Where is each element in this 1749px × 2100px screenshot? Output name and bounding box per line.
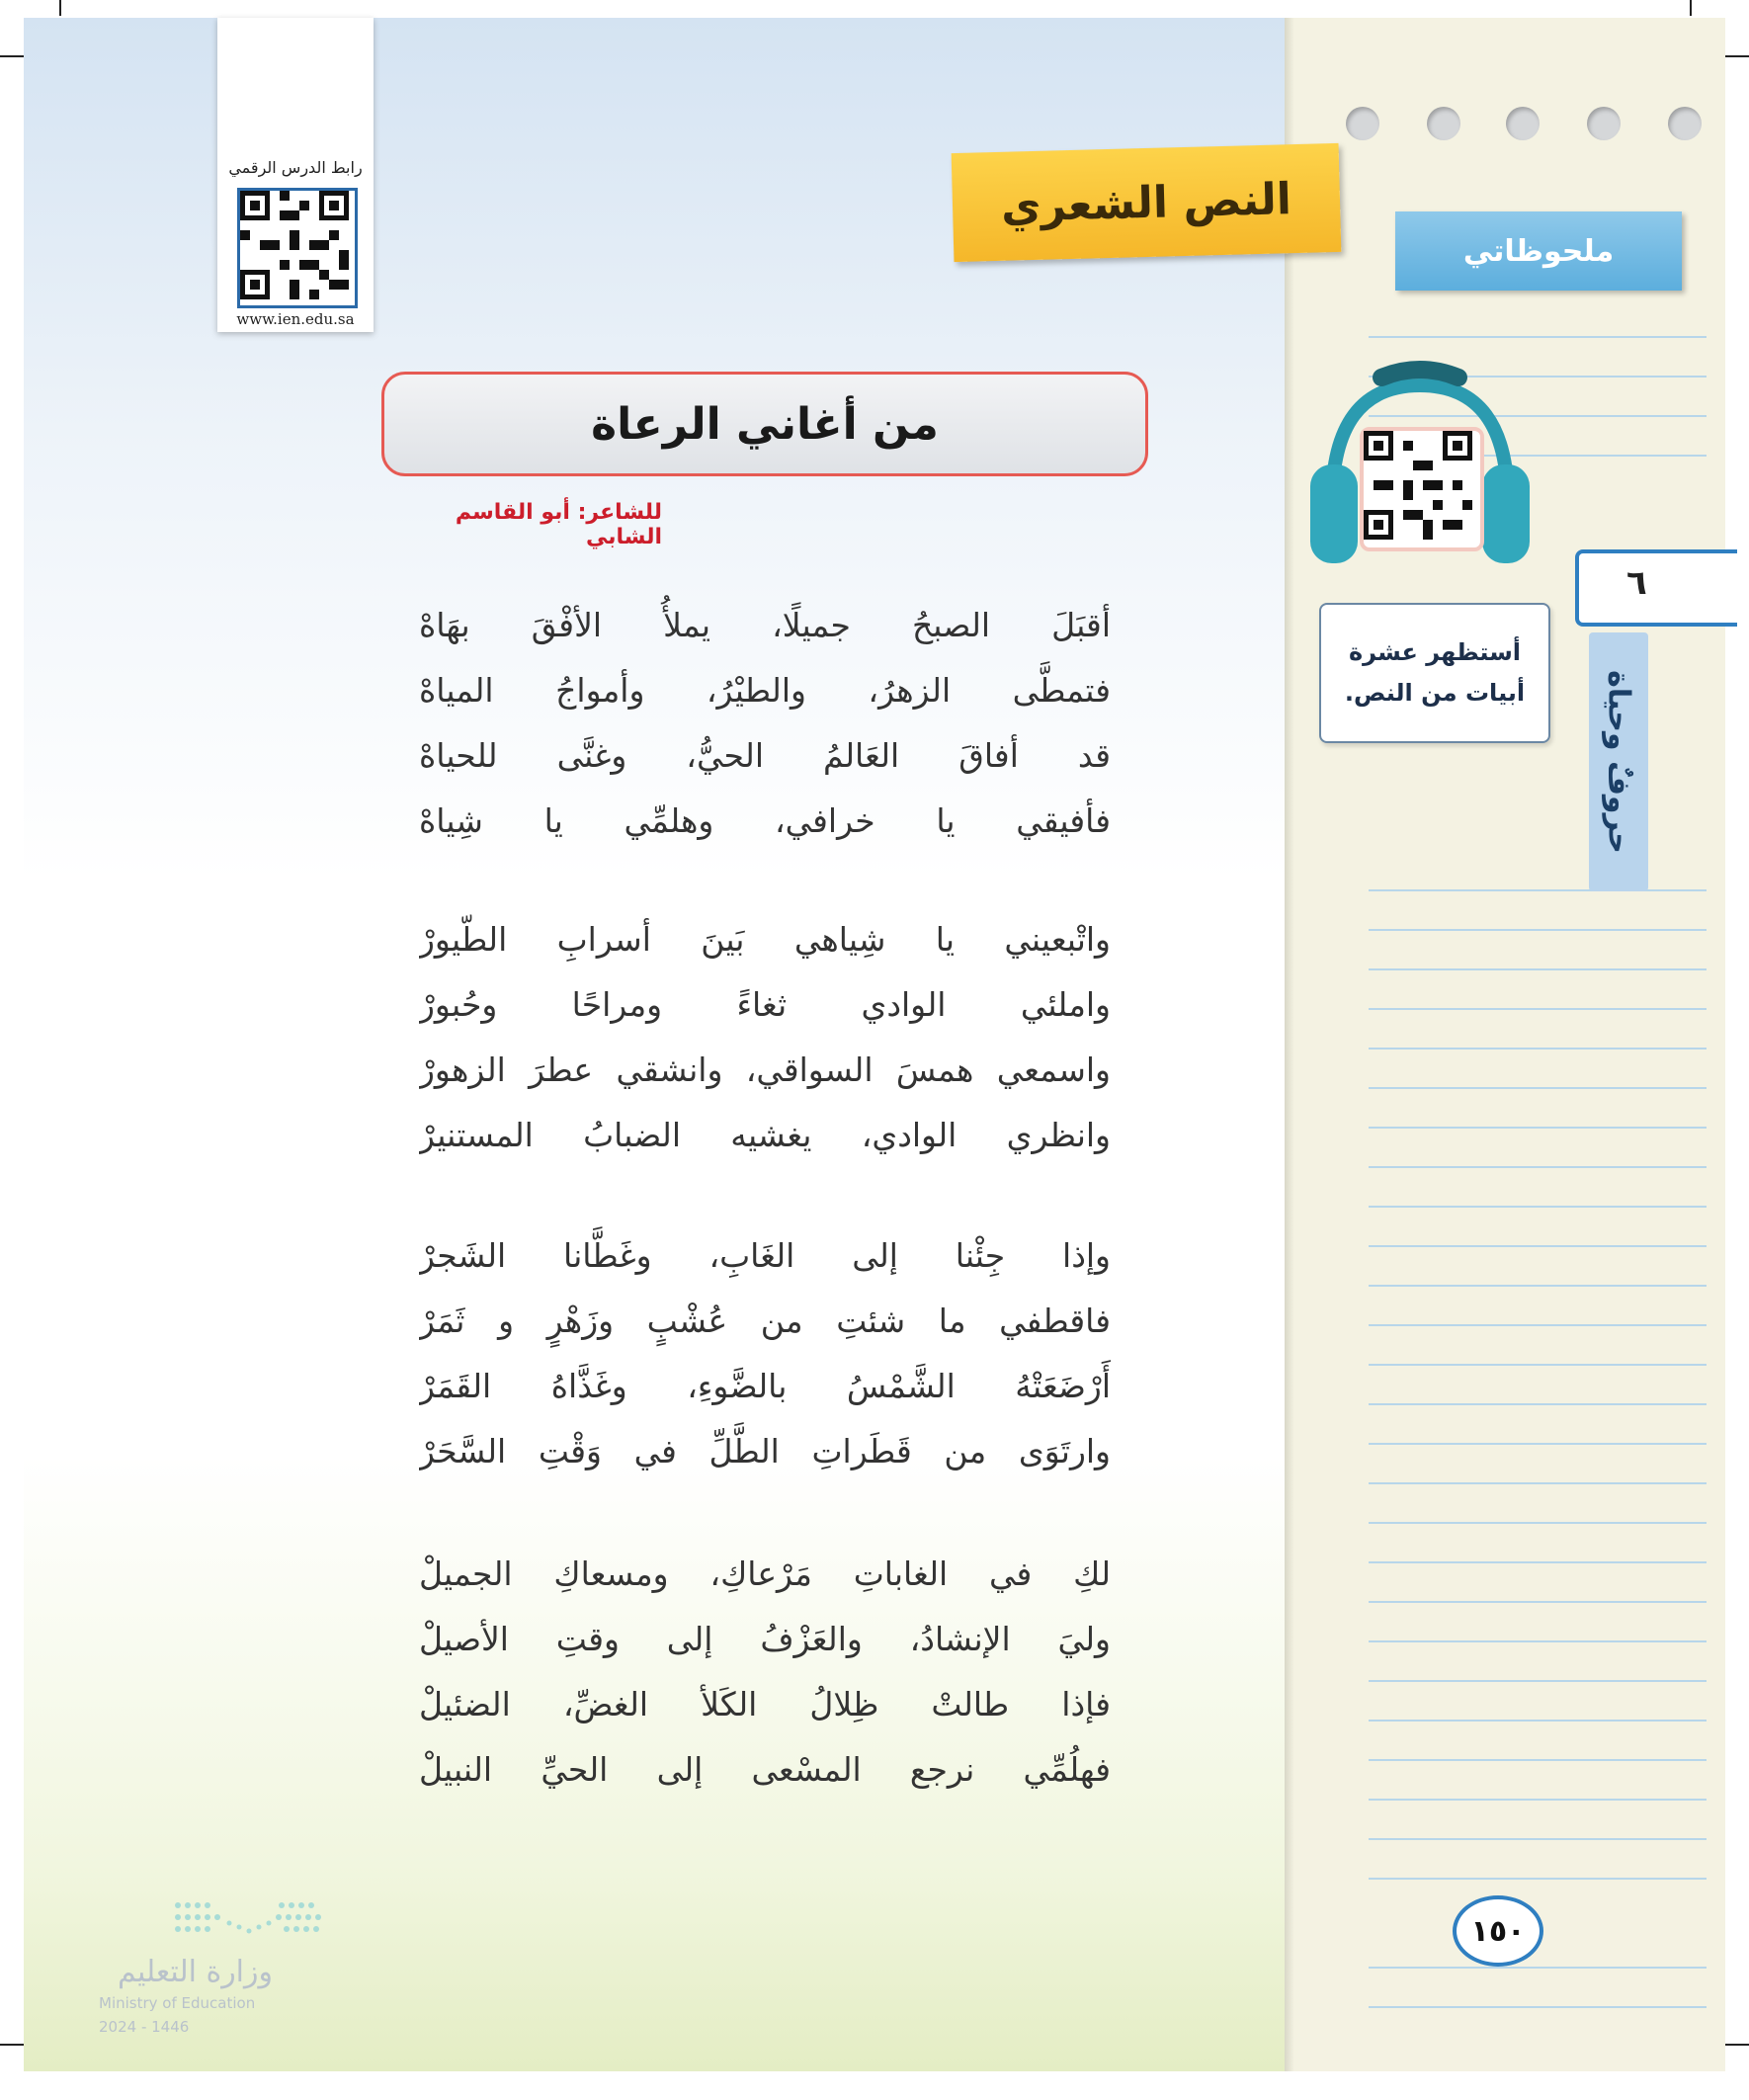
- ruled-line: [1369, 889, 1707, 891]
- ruled-line: [1369, 2006, 1707, 2008]
- memorize-tip: [1319, 603, 1550, 743]
- poem-line: وليَ الإنشادُ، والعَزْفُ إلى وقتِ الأصيلْ: [419, 1620, 1111, 1658]
- poem-line: فإذا طالتْ ظِلالُ الكَلأ الغضِّ، الضئيلْ: [419, 1685, 1111, 1723]
- ring-hole: [1668, 107, 1702, 140]
- ruled-line: [1369, 1640, 1707, 1642]
- section-label: النص الشعري: [952, 143, 1342, 262]
- ruled-line: [1369, 968, 1707, 970]
- poem-line: وانظري الوادي، يغشيه الضبابُ المستنيرْ: [419, 1116, 1111, 1154]
- poem-stanza: [419, 1223, 1111, 1484]
- ruled-line: [1369, 1443, 1707, 1445]
- ring-hole: [1587, 107, 1621, 140]
- poem-line: وارتَوَى من قَطَراتِ الطَّلِّ في وَقْتِ السَّحَرْ: [419, 1432, 1111, 1470]
- tip-line: أستظهر عشرة: [1348, 638, 1522, 667]
- ruled-line: [1369, 1364, 1707, 1366]
- ministry-name-arabic: وزارة التعليم: [117, 1955, 273, 1989]
- ruled-line: [1369, 1967, 1707, 1969]
- ministry-logo-icon: [168, 1895, 326, 1943]
- lesson-number-tab: [1575, 549, 1737, 627]
- digital-lesson-url[interactable]: www.ien.edu.sa: [236, 310, 355, 328]
- poem-line: أقبَلَ الصبحُ جميلًا، يملأُ الأفْقَ بهَاهْ: [419, 606, 1111, 644]
- ruled-line: [1369, 1087, 1707, 1089]
- ruled-line: [1369, 1601, 1707, 1603]
- edition-year: 2024 - 1446: [99, 2018, 190, 2036]
- ruled-line: [1369, 1561, 1707, 1563]
- poem-stanza: [419, 593, 1111, 854]
- poem-line: فتمطَّى الزهرُ، والطيْرُ، وأمواجُ المياهْ: [419, 671, 1111, 710]
- poem-line: وإذا جِئْنا إلى الغَابِ، وغَطَّانا الشَجرْ: [419, 1236, 1111, 1275]
- ruled-line: [1369, 1878, 1707, 1880]
- poem-line: واملئي الوادي ثغاءً ومراحًا وحُبورْ: [419, 985, 1111, 1024]
- poem-line: واسمعي همسَ السواقي، وانشقي عطرَ الزهورْ: [419, 1050, 1111, 1089]
- ruled-line: [1369, 1008, 1707, 1010]
- ruled-line: [1369, 336, 1707, 338]
- poem-line: أَرْضَعَتْهُ الشَّمْسُ بالضَّوءِ، وغَذَّاهُ القَمَرْ: [419, 1367, 1111, 1405]
- qr-code-icon[interactable]: [237, 188, 358, 308]
- ruled-line: [1369, 1838, 1707, 1840]
- ruled-line: [1369, 1680, 1707, 1682]
- ruled-line: [1369, 1759, 1707, 1761]
- ring-hole: [1506, 107, 1540, 140]
- ministry-name-english: Ministry of Education: [99, 1994, 256, 2012]
- poem-line: لكِ في الغاباتِ مَرْعاكِ، ومسعاكِ الجميلْ: [419, 1554, 1111, 1593]
- poem-stanza: [419, 907, 1111, 1168]
- ruled-line: [1369, 1245, 1707, 1247]
- poem-line: فهلُمِّي نرجع المسْعى إلى الحيِّ النبيلْ: [419, 1750, 1111, 1789]
- ruled-line: [1369, 1482, 1707, 1484]
- ring-hole: [1427, 107, 1460, 140]
- qr-caption: رابط الدرس الرقمي: [228, 158, 363, 177]
- lesson-number: ٦: [1626, 563, 1647, 603]
- crop-mark: [1690, 0, 1692, 16]
- ruled-line: [1369, 1127, 1707, 1129]
- page-number: ١٥٠: [1453, 1895, 1543, 1967]
- poem-line: فأفيقي يا خرافي، وهلمِّي يا شِياهْ: [419, 801, 1111, 840]
- ruled-line: [1369, 1206, 1707, 1208]
- audio-qr-code-icon[interactable]: [1360, 427, 1484, 551]
- notes-tab: ملحوظاتي: [1395, 211, 1682, 291]
- unit-tag: [1589, 632, 1648, 891]
- ruled-line: [1369, 1324, 1707, 1326]
- notes-panel-edge: [1285, 18, 1294, 2071]
- ruled-line: [1369, 1166, 1707, 1168]
- ruled-line: [1369, 1799, 1707, 1801]
- poem-line: قد أفاقَ العَالمُ الحيُّ، وغنَّى للحياهْ: [419, 736, 1111, 775]
- crop-mark: [59, 0, 61, 16]
- ruled-line: [1369, 1048, 1707, 1050]
- poem-title: من أغاني الرعاة: [381, 372, 1148, 476]
- unit-tag-label: حروفٌ وحياة: [1601, 670, 1636, 854]
- poet-name: للشاعر: أبو القاسم الشابي: [455, 500, 662, 549]
- ring-hole: [1346, 107, 1379, 140]
- tip-line: أبيات من النص.: [1344, 679, 1526, 707]
- ruled-line: [1369, 1522, 1707, 1524]
- ruled-line: [1369, 929, 1707, 931]
- notes-panel: [1291, 18, 1725, 2071]
- ruled-line: [1369, 1720, 1707, 1722]
- ruled-line: [1369, 1285, 1707, 1287]
- poem-stanza: [419, 1542, 1111, 1803]
- digital-lesson-card[interactable]: [217, 18, 374, 332]
- poem-line: فاقطفي ما شئتِ من عُشْبٍ وزَهْرٍ و ثَمَرْ: [419, 1302, 1111, 1340]
- poem-line: واتْبعيني يا شِياهي بَينَ أسرابِ الطّيورْ: [419, 920, 1111, 959]
- ruled-line: [1369, 1403, 1707, 1405]
